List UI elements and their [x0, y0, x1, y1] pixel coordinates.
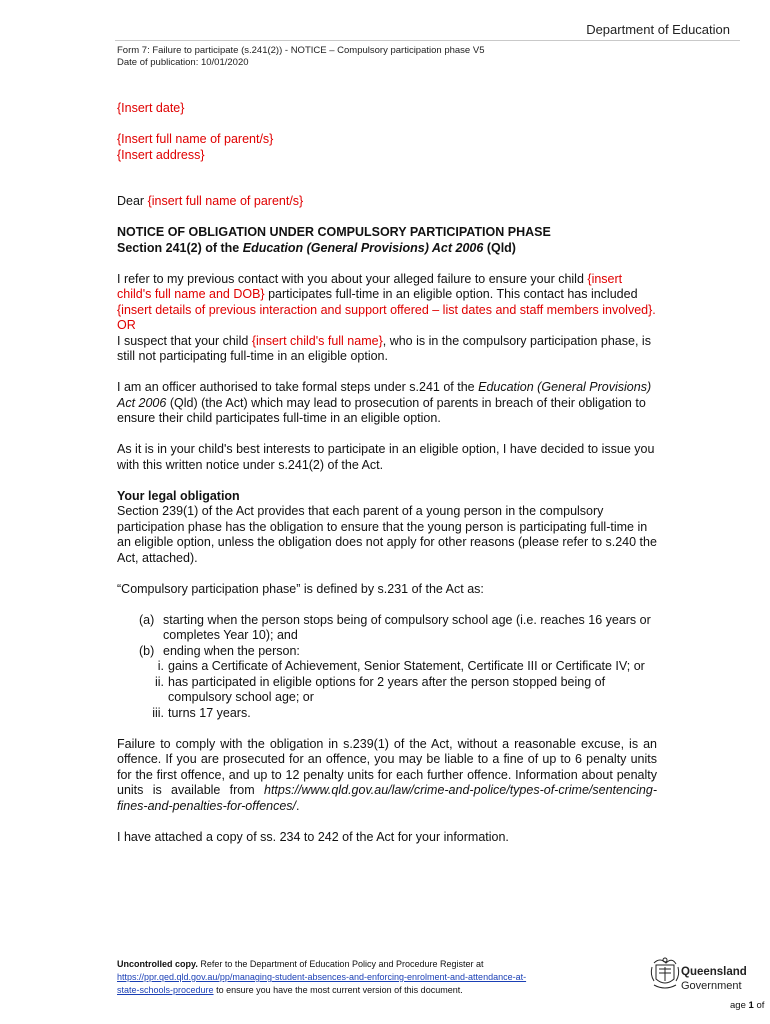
- page-number: [730, 1000, 764, 1011]
- p1-text-c: participates full-time in an eligible option. This contact has included: [268, 287, 638, 301]
- sub-list: [117, 659, 657, 721]
- page-suffix: of: [756, 1000, 765, 1011]
- department-name: Department of Education: [586, 22, 730, 37]
- form-meta: [117, 45, 484, 69]
- p1-text-a: I refer to my previous contact with you about your alleged failure to ensure your child: [117, 271, 584, 286]
- p2-placeholder-child: {insert child's full name}: [251, 333, 383, 348]
- page-num: 1: [748, 1000, 754, 1011]
- sub-list-marker: ii.: [154, 674, 164, 689]
- penalty-units-url: https://www.qld.gov.au/law/crime-and-police/types-of-crime/sentencing-fines-and-penalties-for-offences/: [117, 783, 657, 813]
- address-placeholder: {Insert address}: [117, 147, 205, 162]
- header-divider: [115, 40, 740, 41]
- p2-text-a: I suspect that your child: [117, 333, 249, 348]
- paragraph-section-239: Section 239(1) of the Act provides that each parent of a young person in the compulsory participation phase has the obligation to ensure that the young person is participating full-time in an eligible option, unless the obligation does not apply for other reasons (please refer to s.240 the Act, attached).: [117, 504, 657, 565]
- sub-list-item: [117, 675, 657, 706]
- ppr-link[interactable]: https://ppr.qed.qld.gov.au/pp/managing-student-absences-and-enforcing-enrolment-and-attendance-at-state-schools-procedure: [117, 972, 527, 995]
- p3-act-name: Education (General Provisions) Act 2006: [117, 380, 652, 410]
- or-label: OR: [117, 318, 136, 332]
- sub-list-item-text: has participated in eligible options for 2 years after the person stopped being of compulsory school age; or: [168, 674, 606, 704]
- list-item: [117, 644, 657, 722]
- paragraph-definition: “Compulsory participation phase” is defined by s.231 of the Act as:: [117, 581, 484, 596]
- sub-list-item: [117, 659, 657, 675]
- p2-text-c: , who is in the compulsory participation phase, is still not participating full-time in an eligible option.: [117, 333, 651, 363]
- list-marker: (b): [139, 643, 155, 658]
- list-item-text: ending when the person:: [163, 643, 300, 658]
- subtitle-act: Education (General Provisions) Act 2006: [242, 240, 484, 255]
- parent-name-placeholder: {Insert full name of parent/s}: [117, 132, 274, 146]
- salutation: [117, 194, 657, 210]
- list-item-text: starting when the person stops being of compulsory school age (i.e. reaches 16 years or completes Year 10); and: [163, 612, 651, 642]
- notice-title: NOTICE OF OBLIGATION UNDER COMPULSORY PARTICIPATION PHASE: [117, 225, 551, 239]
- paragraph-suspect: [117, 334, 657, 365]
- footer-note: [117, 958, 547, 997]
- logo-line-2: Government: [681, 980, 742, 992]
- p3-text-a: I am an officer authorised to take formal steps under s.241 of the: [117, 380, 475, 394]
- paragraph-offence: [117, 737, 657, 815]
- paragraph-authorised-officer: [117, 380, 657, 427]
- sub-list-marker: iii.: [152, 705, 164, 720]
- sub-list-item-text: gains a Certificate of Achievement, Senior Statement, Certificate III or Certificate IV; or: [168, 659, 645, 673]
- uncontrolled-copy-label: Uncontrolled copy.: [117, 959, 198, 969]
- subtitle-post: (Qld): [486, 240, 516, 255]
- subtitle-pre: Section 241(2) of the: [117, 240, 240, 255]
- coat-of-arms-icon: [651, 958, 678, 988]
- p1-placeholder-child: {insert child's full name and DOB}: [117, 271, 623, 301]
- date-placeholder: {Insert date}: [117, 101, 185, 115]
- salutation-placeholder: {insert full name of parent/s}: [147, 194, 304, 208]
- p7-text: Failure to comply with the obligation in s.239(1) of the Act, without a reasonable excuse, is an offence. If you are prosecuted for an offence, you may be liable to a fine of up to 6 penalty units for the first offence, and up to 12 penalty units for each further offence. Information about penalty units is available from: [117, 736, 657, 797]
- form-title: Form 7: Failure to participate (s.241(2)) - NOTICE – Compulsory participation phase V5: [117, 45, 485, 56]
- sub-list-item: [117, 706, 657, 722]
- publication-date: Date of publication: 10/01/2020: [117, 57, 249, 68]
- paragraph-attachment: I have attached a copy of ss. 234 to 242 of the Act for your information.: [117, 829, 509, 844]
- queensland-government-logo: [648, 955, 747, 997]
- salutation-word: Dear: [117, 194, 145, 208]
- sub-list-item-text: turns 17 years.: [168, 705, 251, 720]
- legal-obligation-heading: Your legal obligation: [117, 488, 240, 503]
- list-marker: (a): [139, 612, 155, 627]
- logo-line-1: Queensland: [681, 966, 747, 978]
- letter-body: [117, 101, 657, 845]
- footer-text-1: Refer to the Department of Education Policy and Procedure Register at: [200, 959, 484, 969]
- page-prefix: age: [730, 1000, 746, 1011]
- p1-placeholder-details: {insert details of previous interaction and support offered – list dates and staff members involved}.: [117, 302, 656, 317]
- notice-subtitle: [117, 241, 657, 257]
- p7-end: .: [296, 798, 300, 813]
- paragraph-best-interests: As it is in your child's best interests to participate in an eligible option, I have decided to issue you with this written notice under s.241(2) of the Act.: [117, 442, 655, 472]
- list-item: [117, 613, 657, 644]
- definition-list: [117, 613, 657, 722]
- paragraph-previous-contact: [117, 272, 657, 319]
- sub-list-marker: i.: [157, 659, 164, 673]
- footer-text-2: to ensure you have the most current version of this document.: [216, 985, 463, 995]
- p3-text-c: (Qld) (the Act) which may lead to prosecution of parents in breach of their obligation to ensure their child participates full-time in an eligible option.: [117, 395, 646, 425]
